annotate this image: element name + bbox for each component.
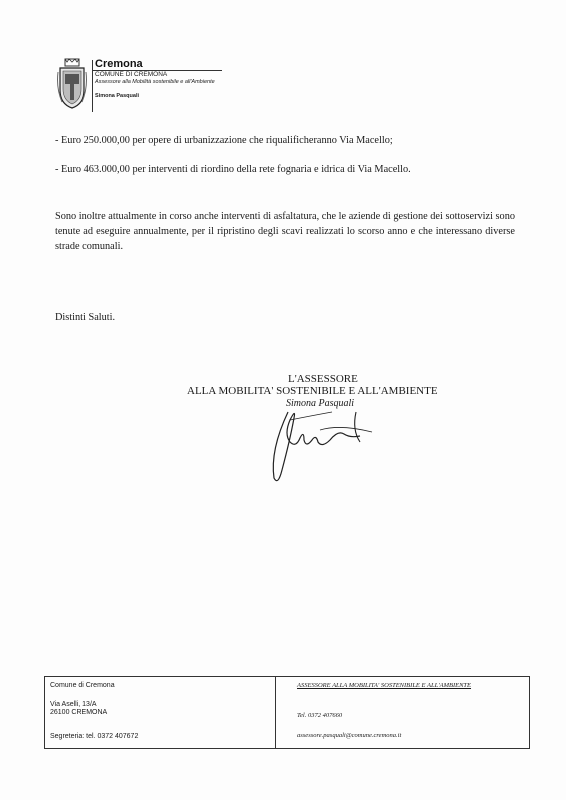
city-name: Cremona xyxy=(95,58,143,70)
assessorato-name: Assessore alla Mobilità sostenibile e all'Ambiente xyxy=(95,79,215,85)
handwritten-signature xyxy=(260,390,390,490)
letterhead xyxy=(95,58,295,100)
funding-item-sewer: - Euro 463.000,00 per interventi di riordino della rete fognaria e idrica di Via Macello. xyxy=(55,164,411,175)
footer-secretary-phone: Segreteria: tel. 0372 407672 xyxy=(50,733,139,740)
footer-office-phone: Tel. 0372 407660 xyxy=(297,712,343,719)
footer-right-cell xyxy=(281,677,525,748)
signature-title-line1: L'ASSESSORE xyxy=(288,373,358,385)
assessore-name: Simona Pasquali xyxy=(95,93,140,99)
closing-greeting: Distinti Saluti. xyxy=(55,312,116,323)
footer-office: ASSESSORE ALLA MOBILITA' SOSTENIBILE E ALL'AMBIENTE xyxy=(297,682,472,689)
signature-title-line2: ALLA MOBILITA' SOSTENIBILE E ALL'AMBIENTE xyxy=(187,385,438,397)
footer-contact-box xyxy=(44,676,530,749)
letterhead-divider xyxy=(92,60,93,112)
body-paragraph: Sono inoltre attualmente in corso anche interventi di asfaltatura, che le aziende di gestione dei sottoservizi sono tenute ad eseguire annualmente, per il ripristino degli scavi realizzati lo scorso anno e che interessano diverse strade comunali. xyxy=(55,211,515,252)
cremona-crest-logo xyxy=(56,58,88,110)
footer-address-line1: Via Aselli, 13/A xyxy=(50,701,97,708)
comune-name: COMUNE DI CREMONA xyxy=(95,71,168,78)
funding-item-urbanization: - Euro 250.000,00 per opere di urbanizzazione che riqualificheranno Via Macello; xyxy=(55,135,393,146)
signature-printed-name: Simona Pasquali xyxy=(286,398,355,409)
footer-address-line2: 26100 CREMONA xyxy=(50,709,108,716)
letterhead-rule xyxy=(92,70,222,71)
footer-left-cell xyxy=(45,677,276,748)
footer-email: assessore.pasquali@comune.cremona.it xyxy=(297,732,402,739)
footer-entity: Comune di Cremona xyxy=(50,682,115,689)
